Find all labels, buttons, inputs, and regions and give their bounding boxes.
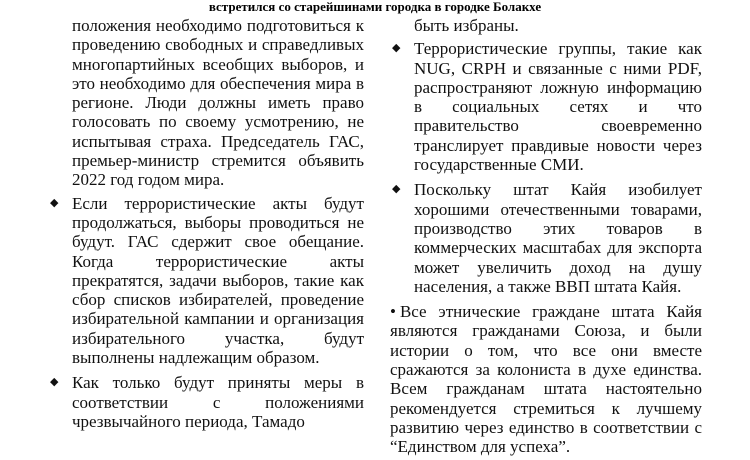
list-item-text: Как только будут приняты меры в соответствии с положениями чрезвычайного периода, Тамадо — [72, 373, 364, 431]
diamond-bullet-icon: ◆ — [50, 195, 59, 209]
diamond-bullet-icon: ◆ — [392, 41, 401, 55]
right-column — [390, 16, 702, 460]
diamond-bullet-icon: ◆ — [50, 375, 59, 389]
page-header-title: встретился со старейшинами городка в городке Болакхе — [208, 0, 542, 14]
list-item — [390, 39, 702, 174]
round-bullet-icon: • — [390, 302, 396, 322]
list-item — [48, 194, 364, 368]
closing-paragraph-text: Все этнические граждане штата Кайя являются гражданами Союза, и были истории о том, что все они вместе сражаются за колониста в духе единства. Всем гражданам штата настоятельно рекомендуется стремиться к лучшему развитию через единство в соответствии с “Единством для успеха”. — [390, 302, 702, 457]
list-item-text: Поскольку штат Кайя изобилует хорошими отечественными товарами, производство этих товаров в коммерческих масштабах для экспорта может увеличить доход на душу населения, а также ВВП штата Кайя. — [414, 180, 702, 296]
list-item-text: Если террористические акты будут продолжаться, выборы проводиться не будут. ГАС сдержит свое обещание. Когда террористические акты прекратятся, задачи выборов, такие как сбор списков избирателей, проведение избирательной кампании и организация избирательного участка, будут выполнены надлежащим образом. — [72, 193, 364, 368]
right-closing-paragraph — [390, 302, 702, 456]
list-item-text: Террористические группы, такие как NUG, CRPH и связанные с ними PDF, распространяют ложную информацию в социальных сетях и что правительство своевременно транслирует правдивые новости через государственные СМИ. — [414, 39, 702, 175]
right-intro-paragraph: быть избраны. — [414, 16, 519, 35]
left-column — [48, 16, 364, 437]
list-item — [48, 373, 364, 431]
list-item — [390, 180, 702, 296]
diamond-bullet-icon: ◆ — [392, 182, 401, 196]
left-intro-paragraph: положения необходимо подготовиться к проведению свободных и справедливых многопартийных всеобщих выборов, и это необходимо для обеспечения мира в регионе. Люди должны иметь право голосовать по своему усмотрению, не испытывая страха. Председатель ГАС, премьер-министр стремится объявить 2022 год годом мира. — [72, 16, 364, 190]
